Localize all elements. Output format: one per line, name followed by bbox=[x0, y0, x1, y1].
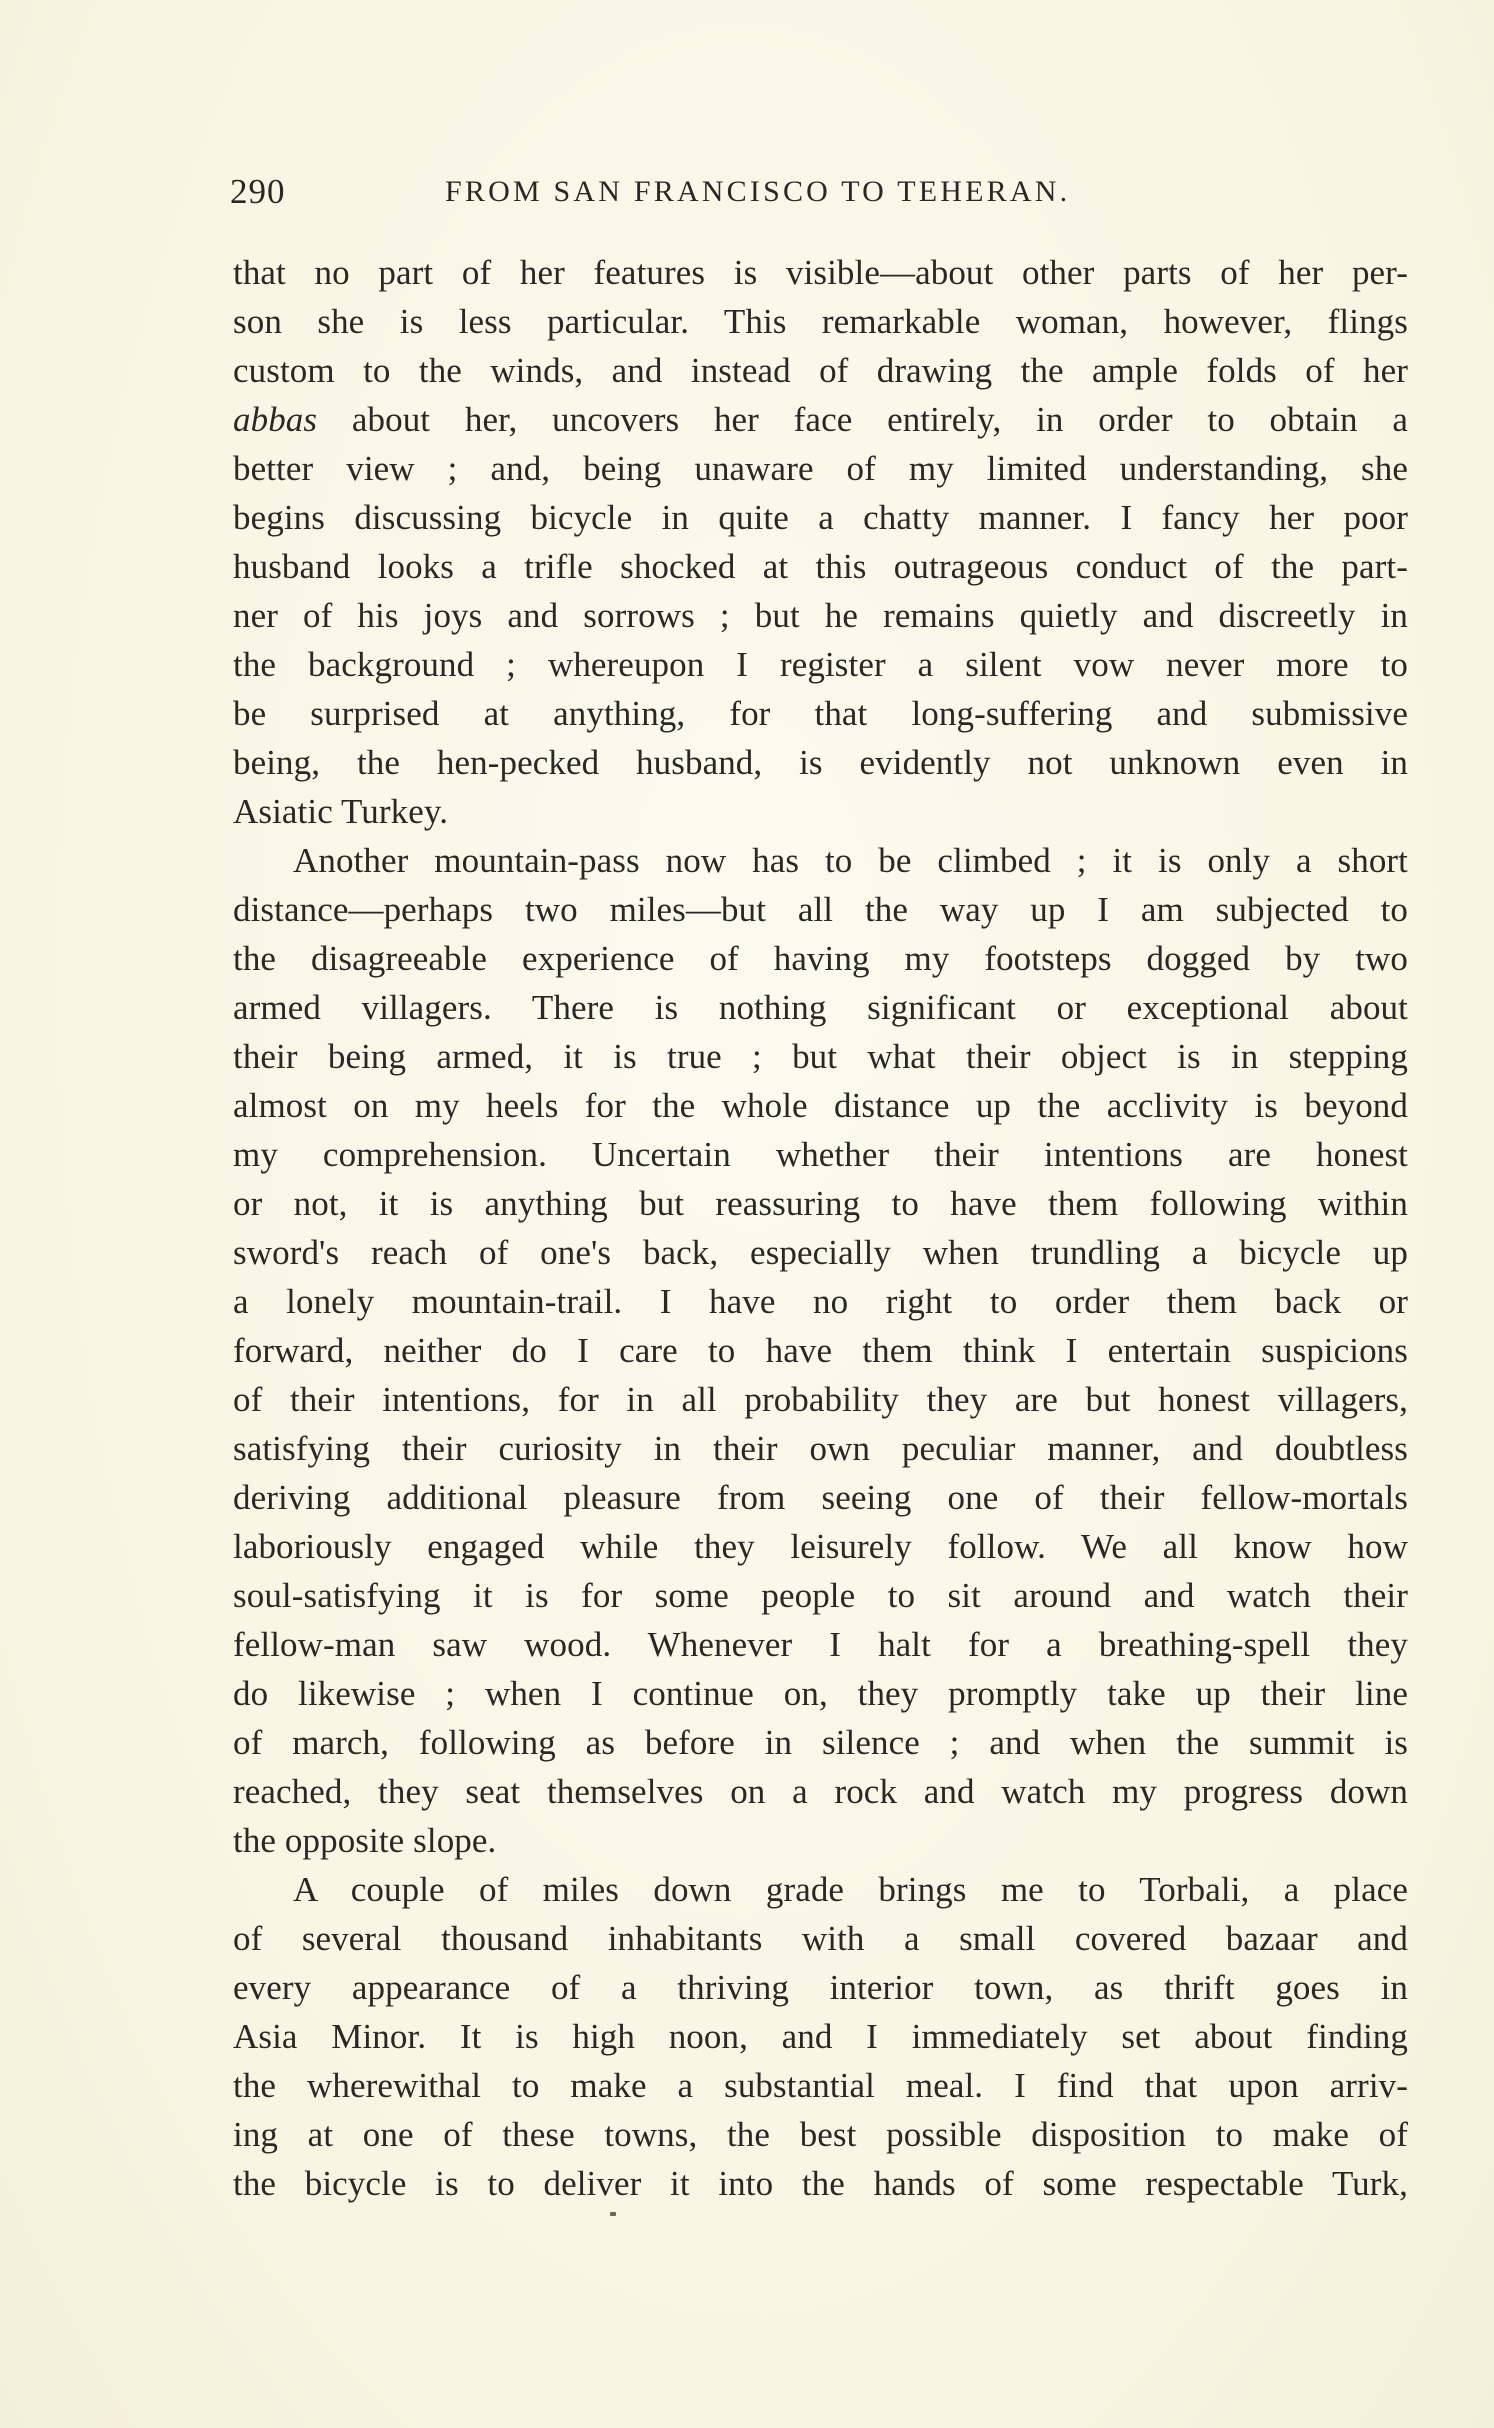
text-line: every appearance of a thriving interior town, as thrift goes in bbox=[233, 1968, 1408, 2007]
text-line: of march, following as before in silence ; and when the summit is bbox=[233, 1723, 1408, 1762]
text-line: custom to the winds, and instead of drawing the ample folds of her bbox=[233, 351, 1408, 390]
text-line: satisfying their curiosity in their own peculiar manner, and doubtless bbox=[233, 1429, 1408, 1468]
text-line: the opposite slope. bbox=[233, 1821, 497, 1860]
body-text bbox=[233, 248, 1408, 2208]
text-line: Asiatic Turkey. bbox=[233, 792, 449, 831]
text-line: fellow-man saw wood. Whenever I halt for a breathing-spell they bbox=[233, 1625, 1408, 1664]
text-line: ner of his joys and sorrows ; but he remains quietly and discreetly in bbox=[233, 596, 1408, 635]
text-line: abbas about her, uncovers her face entirely, in order to obtain a bbox=[233, 400, 1408, 439]
text-line: that no part of her features is visible—about other parts of her per- bbox=[233, 253, 1408, 292]
text-line: A couple of miles down grade brings me to Torbali, a place bbox=[293, 1870, 1408, 1909]
text-line: the disagreeable experience of having my footsteps dogged by two bbox=[233, 939, 1408, 978]
text-line: being, the hen-pecked husband, is evidently not unknown even in bbox=[233, 743, 1408, 782]
text-line: soul-satisfying it is for some people to sit around and watch their bbox=[233, 1576, 1408, 1615]
text-line: Another mountain-pass now has to be climbed ; it is only a short bbox=[293, 841, 1408, 880]
text-line: reached, they seat themselves on a rock and watch my progress down bbox=[233, 1772, 1408, 1811]
text-line: of their intentions, for in all probability they are but honest villagers, bbox=[233, 1380, 1408, 1419]
printer-mark bbox=[610, 2212, 616, 2216]
text-line: a lonely mountain-trail. I have no right to order them back or bbox=[233, 1282, 1408, 1321]
text-line: deriving additional pleasure from seeing one of their fellow-mortals bbox=[233, 1478, 1408, 1517]
text-line: begins discussing bicycle in quite a chatty manner. I fancy her poor bbox=[233, 498, 1408, 537]
text-line: the background ; whereupon I register a silent vow never more to bbox=[233, 645, 1408, 684]
text-line: their being armed, it is true ; but what their object is in stepping bbox=[233, 1037, 1408, 1076]
text-line: be surprised at anything, for that long-suffering and submissive bbox=[233, 694, 1408, 733]
text-line: Asia Minor. It is high noon, and I immediately set about finding bbox=[233, 2017, 1408, 2056]
running-head: FROM SAN FRANCISCO TO TEHERAN. bbox=[445, 175, 1071, 208]
page-number: 290 bbox=[230, 172, 286, 211]
text-line: husband looks a trifle shocked at this outrageous conduct of the part- bbox=[233, 547, 1408, 586]
text-line: distance—perhaps two miles—but all the way up I am subjected to bbox=[233, 890, 1408, 929]
text-line: almost on my heels for the whole distance up the acclivity is beyond bbox=[233, 1086, 1408, 1125]
text-line: the wherewithal to make a substantial meal. I find that upon arriv- bbox=[233, 2066, 1408, 2105]
text-line: forward, neither do I care to have them think I entertain suspicions bbox=[233, 1331, 1408, 1370]
paragraph bbox=[233, 836, 1408, 1865]
page-header bbox=[230, 172, 1410, 216]
text-line: better view ; and, being unaware of my limited understanding, she bbox=[233, 449, 1408, 488]
text-line: do likewise ; when I continue on, they promptly take up their line bbox=[233, 1674, 1408, 1713]
text-line: my comprehension. Uncertain whether their intentions are honest bbox=[233, 1135, 1408, 1174]
text-line: son she is less particular. This remarkable woman, however, flings bbox=[233, 302, 1408, 341]
text-line: of several thousand inhabitants with a small covered bazaar and bbox=[233, 1919, 1408, 1958]
text-line: laboriously engaged while they leisurely follow. We all know how bbox=[233, 1527, 1408, 1566]
text-line: ing at one of these towns, the best possible disposition to make of bbox=[233, 2115, 1408, 2154]
paragraph bbox=[233, 1865, 1408, 2208]
paragraph bbox=[233, 248, 1408, 836]
text-line: or not, it is anything but reassuring to have them following within bbox=[233, 1184, 1408, 1223]
text-line: the bicycle is to deliver it into the hands of some respectable Turk, bbox=[233, 2164, 1408, 2203]
text-line: armed villagers. There is nothing significant or exceptional about bbox=[233, 988, 1408, 1027]
text-line: sword's reach of one's back, especially when trundling a bicycle up bbox=[233, 1233, 1408, 1272]
